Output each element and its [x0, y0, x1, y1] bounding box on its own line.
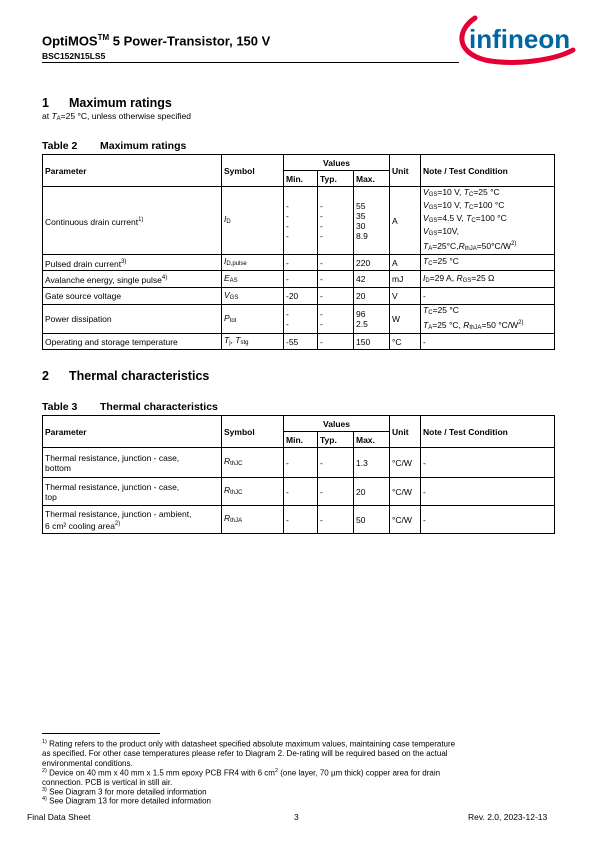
- max-cell: 42: [354, 271, 390, 288]
- min-cell: - -: [284, 305, 318, 334]
- max-cell: 20: [354, 478, 390, 506]
- max-cell: 1.3: [354, 448, 390, 478]
- max-cell: 20: [354, 288, 390, 305]
- condition-cell: ID=29 A, RGS=25 Ω: [421, 271, 555, 288]
- header-parameter: Parameter: [43, 416, 222, 448]
- symbol-cell: ID: [222, 187, 284, 255]
- footnote-divider: [42, 733, 160, 734]
- min-cell: -: [284, 255, 318, 271]
- min-cell: -: [284, 478, 318, 506]
- table-header-row: [43, 155, 555, 171]
- typ-cell: -: [318, 448, 354, 478]
- unit-cell: °C/W: [390, 478, 421, 506]
- condition-cell: -: [421, 288, 555, 305]
- symbol-cell: ID,pulse: [222, 255, 284, 271]
- typ-cell: -: [318, 288, 354, 305]
- header-min: Min.: [284, 171, 318, 187]
- table-2-caption: Table 2 Maximum ratings: [42, 140, 187, 152]
- condition-cell: VGS=10 V, TC=25 °C VGS=10 V, TC=100 °C VGS=4.5 V, TC=100 °C VGS=10V, $TA=25^\circ C,RthJA=50^\circ C/W^{2)}$: [421, 187, 555, 255]
- param-cell: Gate source voltage: [43, 288, 222, 305]
- footnote-3: $^{3)}$ See Diagram 3 for more detailed information: [42, 787, 207, 797]
- symbol-cell: VGS: [222, 288, 284, 305]
- header-min: Min.: [284, 432, 318, 448]
- unit-cell: °C: [390, 334, 421, 350]
- typ-cell: -: [318, 478, 354, 506]
- unit-cell: °C/W: [390, 448, 421, 478]
- param-cell: Thermal resistance, junction - ambient, 6 cm² cooling area$^{2)}$: [43, 506, 222, 534]
- document-title: OptiMOS™ 5 Power-Transistor, 150 V: [42, 33, 271, 49]
- header-max: Max.: [354, 171, 390, 187]
- typ-cell: -: [318, 255, 354, 271]
- header-unit: Unit: [390, 155, 421, 187]
- header-divider: [42, 62, 459, 63]
- param-cell: Power dissipation: [43, 305, 222, 334]
- param-cell: Thermal resistance, junction - case, bottom: [43, 448, 222, 478]
- condition-cell: -: [421, 334, 555, 350]
- symbol-cell: EAS: [222, 271, 284, 288]
- typ-cell: -: [318, 334, 354, 350]
- typ-cell: - - - -: [318, 187, 354, 255]
- typ-cell: - -: [318, 305, 354, 334]
- min-cell: -: [284, 448, 318, 478]
- max-cell: 150: [354, 334, 390, 350]
- header-parameter: Parameter: [43, 155, 222, 187]
- maximum-ratings-table: [42, 154, 555, 350]
- min-cell: -20: [284, 288, 318, 305]
- header-unit: Unit: [390, 416, 421, 448]
- section-2-heading: 2 Thermal characteristics: [42, 369, 210, 383]
- symbol-cell: Ptot: [222, 305, 284, 334]
- max-cell: 220: [354, 255, 390, 271]
- condition-cell: TC=25 °C: [421, 255, 555, 271]
- param-cell: Avalanche energy, single pulse$^{4)}$: [43, 271, 222, 288]
- table-row: [43, 271, 555, 288]
- unit-cell: mJ: [390, 271, 421, 288]
- header-note: Note / Test Condition: [421, 155, 555, 187]
- symbol-cell: Tj, Tstg: [222, 334, 284, 350]
- condition-cell: TC=25 °C TA=25 °C, RthJA=50 $^\circ C/W^{2)}$: [421, 305, 555, 334]
- header-symbol: Symbol: [222, 155, 284, 187]
- param-cell: Operating and storage temperature: [43, 334, 222, 350]
- section-1-note: at TA=25 °C, unless otherwise specified: [42, 111, 191, 122]
- unit-cell: A: [390, 187, 421, 255]
- thermal-characteristics-table: [42, 415, 555, 534]
- max-cell: 50: [354, 506, 390, 534]
- condition-cell: -: [421, 478, 555, 506]
- symbol-cell: RthJA: [222, 506, 284, 534]
- table-row: [43, 334, 555, 350]
- symbol-cell: RthJC: [222, 478, 284, 506]
- condition-cell: -: [421, 448, 555, 478]
- footnote-1: $^{1)}$ Rating refers to the product only with datasheet specified absolute maximum values, maintaining case temperature as specified. For other case temperatures please refer to Diagram 2. De-rating will be required based on the actual environmental conditions.: [42, 739, 456, 768]
- min-cell: -: [284, 271, 318, 288]
- min-cell: -55: [284, 334, 318, 350]
- table-row: [43, 506, 555, 534]
- section-1-heading: 1 Maximum ratings: [42, 96, 172, 110]
- table-row: [43, 255, 555, 271]
- table-header-row: [43, 416, 555, 432]
- logo-text: infineon: [469, 24, 571, 54]
- param-cell: Continuous drain current$^{1)}$: [43, 187, 222, 255]
- param-cell: Pulsed drain current$^{3)}$: [43, 255, 222, 271]
- unit-cell: W: [390, 305, 421, 334]
- table-row: [43, 305, 555, 334]
- table-row: [43, 187, 555, 255]
- symbol-cell: RthJC: [222, 448, 284, 478]
- footnote-2: $^{2)}$ Device on 40 mm x 40 mm x 1.5 mm epoxy PCB FR4 with 6 $cm^2$ (one layer, 70 µm thick) copper area for drain connection. PCB is vertical in still air.: [42, 768, 441, 788]
- footer-page-number: 3: [294, 812, 299, 822]
- max-cell: 55 35 30 8.9: [354, 187, 390, 255]
- header-values: Values: [284, 155, 390, 171]
- header-symbol: Symbol: [222, 416, 284, 448]
- header-typ: Typ.: [318, 171, 354, 187]
- header-values: Values: [284, 416, 390, 432]
- max-cell: 96 2.5: [354, 305, 390, 334]
- table-row: [43, 288, 555, 305]
- min-cell: - - - -: [284, 187, 318, 255]
- typ-cell: -: [318, 271, 354, 288]
- footer-doc-type: Final Data Sheet: [27, 812, 91, 822]
- header-max: Max.: [354, 432, 390, 448]
- unit-cell: V: [390, 288, 421, 305]
- min-cell: -: [284, 506, 318, 534]
- table-row: [43, 478, 555, 506]
- table-3-caption: Table 3 Thermal characteristics: [42, 401, 218, 413]
- header-typ: Typ.: [318, 432, 354, 448]
- param-cell: Thermal resistance, junction - case, top: [43, 478, 222, 506]
- part-number: BSC152N15LS5: [42, 51, 106, 61]
- header-note: Note / Test Condition: [421, 416, 555, 448]
- unit-cell: A: [390, 255, 421, 271]
- footer-revision: Rev. 2.0, 2023-12-13: [468, 812, 548, 822]
- footnote-4: $^{4)}$ See Diagram 13 for more detailed information: [42, 796, 211, 806]
- infineon-logo: [455, 8, 581, 70]
- condition-cell: -: [421, 506, 555, 534]
- table-row: [43, 448, 555, 478]
- typ-cell: -: [318, 506, 354, 534]
- unit-cell: °C/W: [390, 506, 421, 534]
